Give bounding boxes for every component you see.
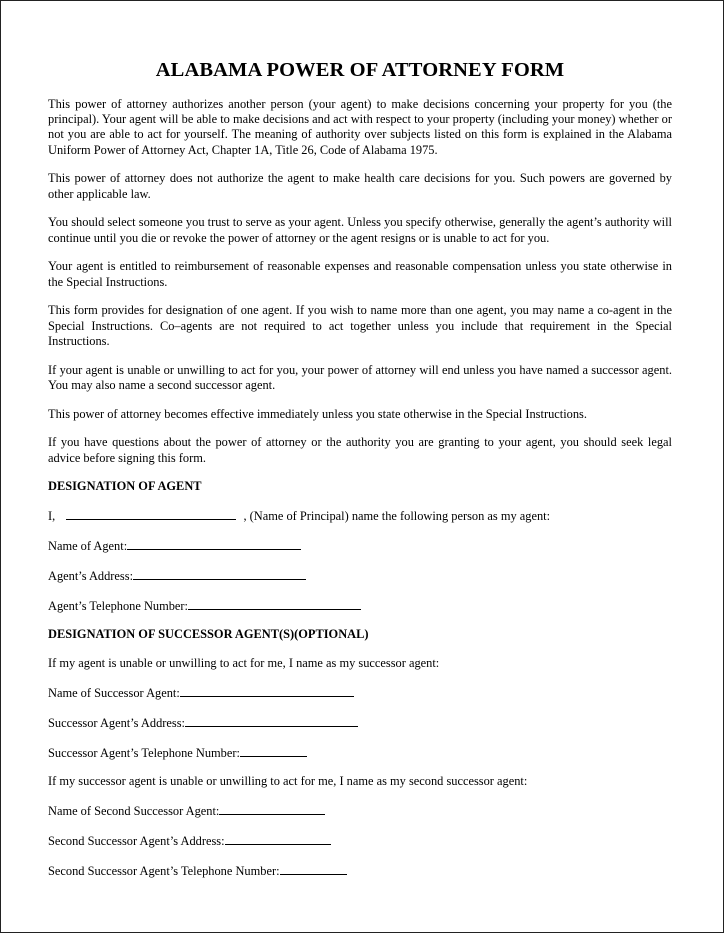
successor-phone-line <box>48 745 672 761</box>
agent-phone-field[interactable] <box>188 598 361 610</box>
successor-name-label: Name of Successor Agent: <box>48 685 180 700</box>
agent-address-line <box>48 568 672 584</box>
agent-address-field[interactable] <box>133 568 306 580</box>
agent-name-label: Name of Agent: <box>48 539 128 553</box>
second-successor-name-label: Name of Second Successor Agent: <box>48 804 220 819</box>
agent-phone-line <box>48 598 672 614</box>
second-successor-address-field[interactable] <box>225 833 331 845</box>
second-successor-phone-field[interactable] <box>280 863 347 875</box>
second-successor-address-label: Second Successor Agent’s Address: <box>48 833 225 848</box>
second-successor-phone-line <box>48 863 672 879</box>
successor-section-heading: DESIGNATION OF SUCCESSOR AGENT(S)(OPTIONAL) <box>48 627 369 642</box>
principal-name-line <box>48 508 672 524</box>
agent-section-heading: DESIGNATION OF AGENT <box>48 479 202 494</box>
document-title: ALABAMA POWER OF ATTORNEY FORM <box>155 59 565 81</box>
successor-address-line <box>48 715 672 731</box>
agent-name-line <box>48 538 672 554</box>
agent-name-field[interactable] <box>127 538 301 550</box>
paragraph-successor: If your agent is unable or unwilling to act for you, your power of attorney will end unless you have named a successor agent. You may also name a second successor agent. <box>48 362 672 392</box>
principal-suffix: , (Name of Principal) name the following person as my agent: <box>243 509 551 524</box>
second-successor-phone-label: Second Successor Agent’s Telephone Number: <box>48 863 280 878</box>
successor-address-label: Successor Agent’s Address: <box>48 715 185 730</box>
second-successor-intro: If my successor agent is unable or unwilling to act for me, I name as my second successor agent: <box>48 774 528 789</box>
successor-name-field[interactable] <box>180 685 354 697</box>
successor-phone-field[interactable] <box>240 745 307 757</box>
paragraph-co-agent: This form provides for designation of one agent. If you wish to name more than one agent, you may name a co-agent in the Special Instructions. Co–agents are not required to act together unless you include that requirement in the Special Instructions. <box>48 303 672 348</box>
principal-name-field[interactable] <box>66 508 236 520</box>
successor-phone-label: Successor Agent’s Telephone Number: <box>48 745 240 760</box>
principal-prefix: I, <box>48 509 56 524</box>
document-body <box>48 57 672 893</box>
second-successor-name-line <box>48 803 672 819</box>
paragraph-select-agent: You should select someone you trust to serve as your agent. Unless you specify otherwise, generally the agent’s authority will continue until you die or revoke the power of attorney or the agent resigns or is unable to act for you. <box>48 215 672 245</box>
second-successor-address-line <box>48 833 672 849</box>
paragraph-reimbursement: Your agent is entitled to reimbursement of reasonable expenses and reasonable compensation unless you state otherwise in the Special Instructions. <box>48 259 672 289</box>
agent-address-label: Agent’s Address: <box>48 568 134 583</box>
paragraph-authorization: This power of attorney authorizes another person (your agent) to make decisions concerning your property for you (the principal). Your agent will be able to make decisions and act with respect to your property (including your money) whether or not you are able to act for yourself. The meaning of authority over subjects listed on this form is explained in the Alabama Uniform Power of Attorney Act, Chapter 1A, Title 26, Code of Alabama 1975. <box>48 97 672 157</box>
successor-address-field[interactable] <box>185 715 358 727</box>
paragraph-legal-advice: If you have questions about the power of attorney or the authority you are granting to your agent, you should seek legal advice before signing this form. <box>48 435 672 465</box>
second-successor-name-field[interactable] <box>219 803 325 815</box>
agent-phone-label: Agent’s Telephone Number: <box>48 598 188 613</box>
successor-intro: If my agent is unable or unwilling to act for me, I name as my successor agent: <box>48 656 440 671</box>
successor-name-line <box>48 685 672 701</box>
paragraph-effective: This power of attorney becomes effective immediately unless you state otherwise in the Special Instructions. <box>48 406 587 421</box>
paragraph-health-care: This power of attorney does not authorize the agent to make health care decisions for you. Such powers are governed by other applicable law. <box>48 171 672 201</box>
